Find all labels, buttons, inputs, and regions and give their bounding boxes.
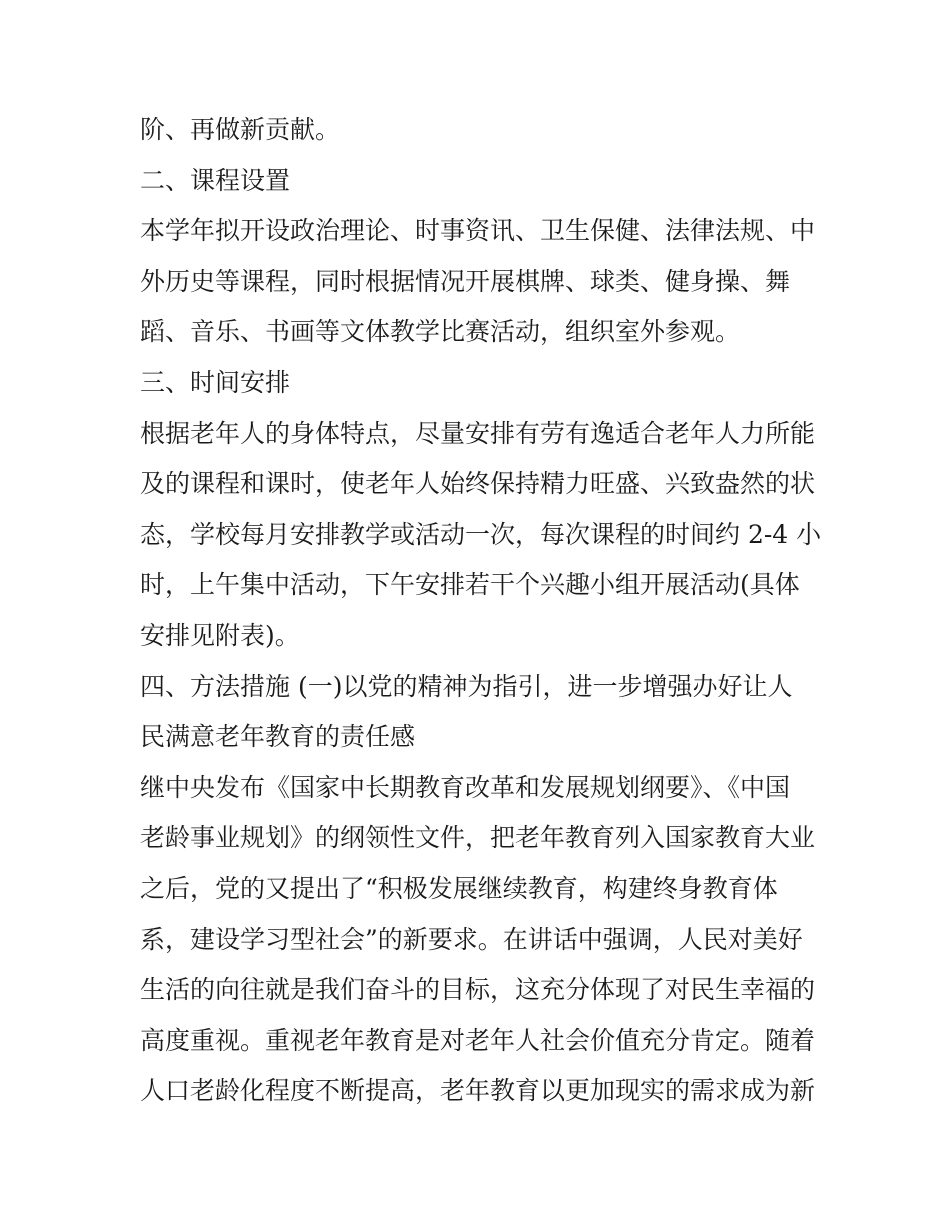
text-line: 老龄事业规划》的纲领性文件，把老年教育列入国家教育大业 (140, 823, 816, 853)
text-line: 态，学校每月安排教学或活动一次，每次课程的时间约 2-4 小 (140, 519, 822, 549)
document-body (140, 105, 830, 1117)
section-heading: 四、方法措施 (一)以党的精神为指引，进一步增强办好让人 (140, 671, 793, 701)
text-line: 高度重视。重视老年教育是对老年人社会价值充分肯定。随着 (140, 1025, 816, 1055)
text-line: 之后，党的又提出了“积极发展继续教育，构建终身教育体 (140, 873, 778, 903)
text-line: 人口老龄化程度不断提高，老年教育以更加现实的需求成为新 (140, 1076, 816, 1106)
text-line: 继中央发布《国家中长期教育改革和发展规划纲要》、《中国 (140, 772, 791, 802)
text-line: 本学年拟开设政治理论、时事资讯、卫生保健、法律法规、中 (140, 216, 816, 246)
text-line: 蹈、音乐、书画等文体教学比赛活动，组织室外参观。 (140, 317, 741, 347)
text-line: 系，建设学习型社会”的新要求。在讲话中强调，人民对美好 (140, 924, 803, 954)
text-line: 及的课程和课时，使老年人始终保持精力旺盛、兴致盎然的状 (140, 469, 816, 499)
text-line: 阶、再做新贡献。 (140, 115, 341, 144)
section-heading: 二、课程设置 (140, 165, 291, 195)
text-line: 外历史等课程，同时根据情况开展棋牌、球类、健身操、舞 (140, 266, 791, 296)
text-line: 根据老年人的身体特点，尽量安排有劳有逸适合老年人力所能 (140, 418, 816, 448)
text-line: 生活的向往就是我们奋斗的目标，这充分体现了对民生幸福的 (140, 975, 816, 1005)
section-heading: 三、时间安排 (140, 367, 291, 397)
text-line: 安排见附表)。 (140, 620, 300, 650)
text-line: 时，上午集中活动，下午安排若干个兴趣小组开展活动(具体 (140, 570, 800, 600)
section-heading: 民满意老年教育的责任感 (140, 722, 416, 752)
